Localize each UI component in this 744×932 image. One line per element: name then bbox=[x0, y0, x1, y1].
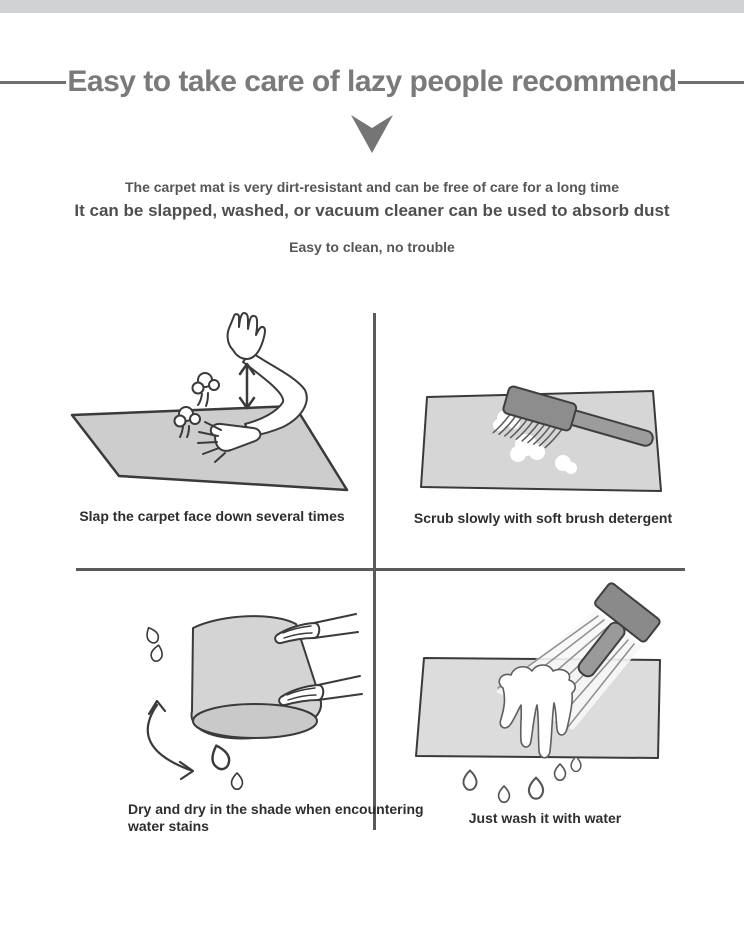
top-strip bbox=[0, 0, 744, 13]
step-caption: Just wash it with water bbox=[468, 810, 622, 826]
intro-line-2: It can be slapped, washed, or vacuum cleaner can be used to absorb dust bbox=[74, 201, 670, 220]
shower-washing-carpet-illustration bbox=[408, 580, 688, 808]
step-caption: Slap the carpet face down several times bbox=[79, 508, 345, 524]
step-caption: Dry and dry in the shade when encountering water stains bbox=[128, 801, 424, 834]
carpet-drip-drying-illustration bbox=[100, 595, 365, 795]
step-caption: Scrub slowly with soft brush detergent bbox=[413, 510, 673, 526]
intro-line-3: Easy to clean, no trouble bbox=[289, 239, 455, 255]
intro-line-1: The carpet mat is very dirt-resistant and can be free of care for a long time bbox=[124, 179, 620, 195]
carpet-roll-opening bbox=[193, 704, 317, 738]
water-droplets bbox=[464, 757, 581, 802]
dust-puff bbox=[193, 373, 220, 406]
carpet-shape bbox=[72, 406, 347, 490]
grid-divider-vertical bbox=[373, 313, 376, 830]
title-rule-right bbox=[678, 81, 744, 84]
title-rule-left bbox=[0, 81, 66, 84]
title-row bbox=[0, 60, 744, 104]
rotate-arrow-icon bbox=[148, 701, 193, 779]
brush-scrubbing-carpet-illustration bbox=[415, 385, 670, 507]
grid-divider-horizontal bbox=[76, 568, 685, 571]
down-arrow-icon bbox=[350, 114, 394, 154]
hand-slapping-carpet-illustration bbox=[55, 300, 365, 500]
raised-hand-shape bbox=[228, 313, 265, 359]
page-title: Easy to take care of lazy people recommend bbox=[67, 65, 677, 98]
hand-shape bbox=[275, 614, 358, 643]
up-down-arrow-icon bbox=[240, 364, 254, 408]
